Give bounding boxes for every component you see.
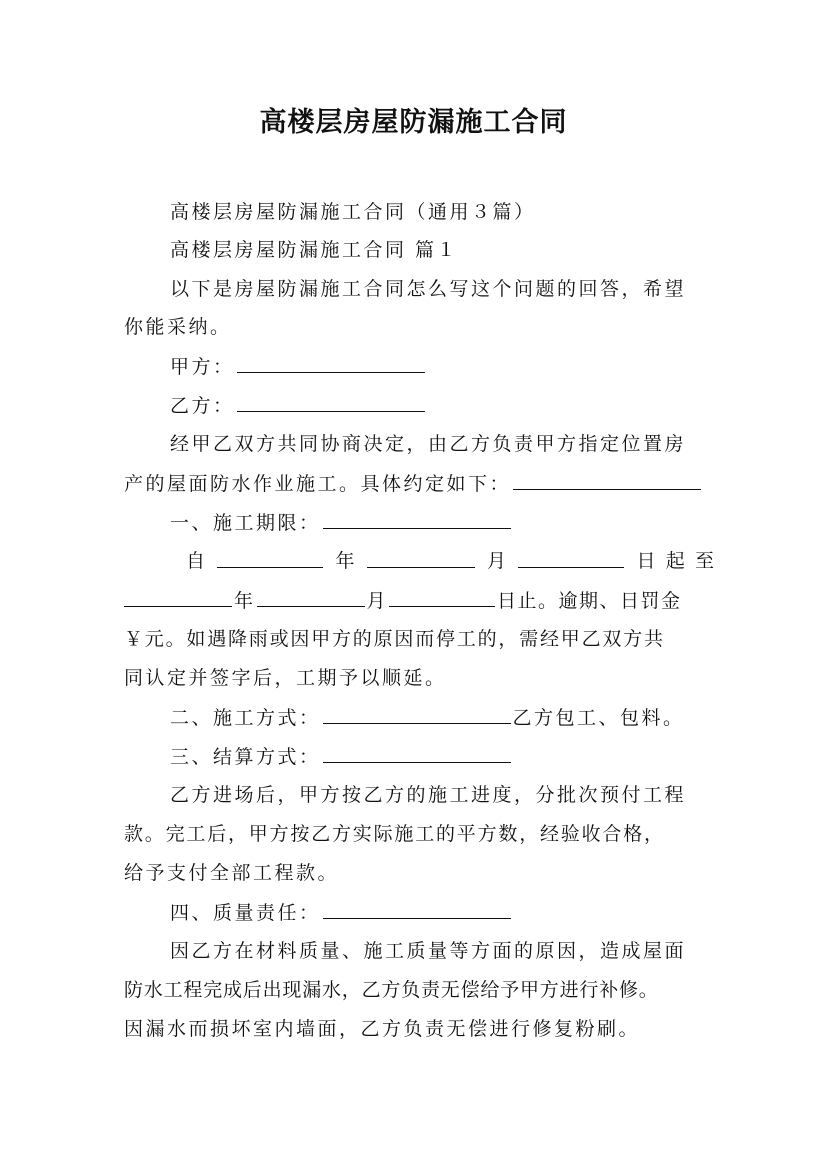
paragraph-line: 防水工程完成后出现漏水，乙方负责无偿给予甲方进行补修。 [124,979,659,1001]
party-b-blank [237,393,425,412]
method-label: 二、施工方式： [170,707,321,729]
party-a-line [170,354,715,379]
year-text: 年 [234,590,255,612]
paragraph-line: 经甲乙双方共同协商决定，由乙方负责甲方指定位置房 [170,433,687,455]
zhi-text: 至 [694,550,714,572]
method-blank [323,705,511,724]
term-label: 一、施工期限： [170,512,321,534]
paragraph-line: 以下是房屋防漏施工合同怎么写这个问题的回答，希望 [170,278,687,300]
paragraph-line: 因乙方在材料质量、施工质量等方面的原因，造成屋面 [170,940,687,962]
end-day-blank [389,588,495,607]
settlement-blank [323,744,511,763]
paragraph-line: 同认定并签字后，工期予以顺延。 [124,667,447,689]
quality-label: 四、质量责任： [170,902,321,924]
settlement-label: 三、结算方式： [170,746,321,768]
subtitle-line: 高楼层房屋防漏施工合同（通用３篇） [170,201,536,223]
quality-blank [323,900,511,919]
day-text: 日 [636,550,656,572]
section-heading: 高楼层房屋防漏施工合同 篇１ [170,239,459,261]
start-day-blank [518,549,624,568]
month-text: 月 [366,590,388,612]
date-end-line [124,588,714,613]
date-from-text: 自 [186,550,206,572]
paragraph-line [124,471,714,496]
qi-text: 起 [665,550,685,572]
paragraph-line: ￥元。如遇降雨或因甲方的原因而停工的，需经甲乙双方共 [124,628,665,650]
end-month-blank [257,588,365,607]
settlement-line [170,744,715,769]
paragraph-line: 给予支付全部工程款。 [124,862,340,884]
paragraph-line: 因漏水而损坏室内墙面，乙方负责无偿进行修复粉刷。 [124,1018,641,1040]
end-year-blank [124,588,232,607]
date-range-line [186,549,714,573]
month-text: 月 [486,550,506,572]
term-blank [323,510,511,529]
party-b-label: 乙方： [170,395,235,417]
party-a-label: 甲方： [170,356,235,378]
paragraph-line: 乙方进场后，甲方按乙方的施工进度，分批次预付工程 [170,784,687,806]
agreement-blank [513,471,701,490]
party-b-line [170,393,715,418]
year-text: 年 [335,550,355,572]
method-text: 乙方包工、包料。 [512,707,685,729]
start-year-blank [217,549,323,568]
paragraph-line: 你能采纳。 [124,316,232,338]
quality-line [170,900,715,925]
document-title: 高楼层房屋防漏施工合同 [259,107,568,138]
penalty-text: 日止。逾期、日罚金 [497,590,682,612]
paragraph-line: 款。完工后，甲方按乙方实际施工的平方数，经验收合格， [124,823,665,845]
party-a-blank [237,354,425,373]
paragraph-text: 产的屋面防水作业施工。具体约定如下： [124,473,512,495]
method-line [170,705,715,730]
term-line [170,510,715,535]
start-month-blank [367,549,475,568]
